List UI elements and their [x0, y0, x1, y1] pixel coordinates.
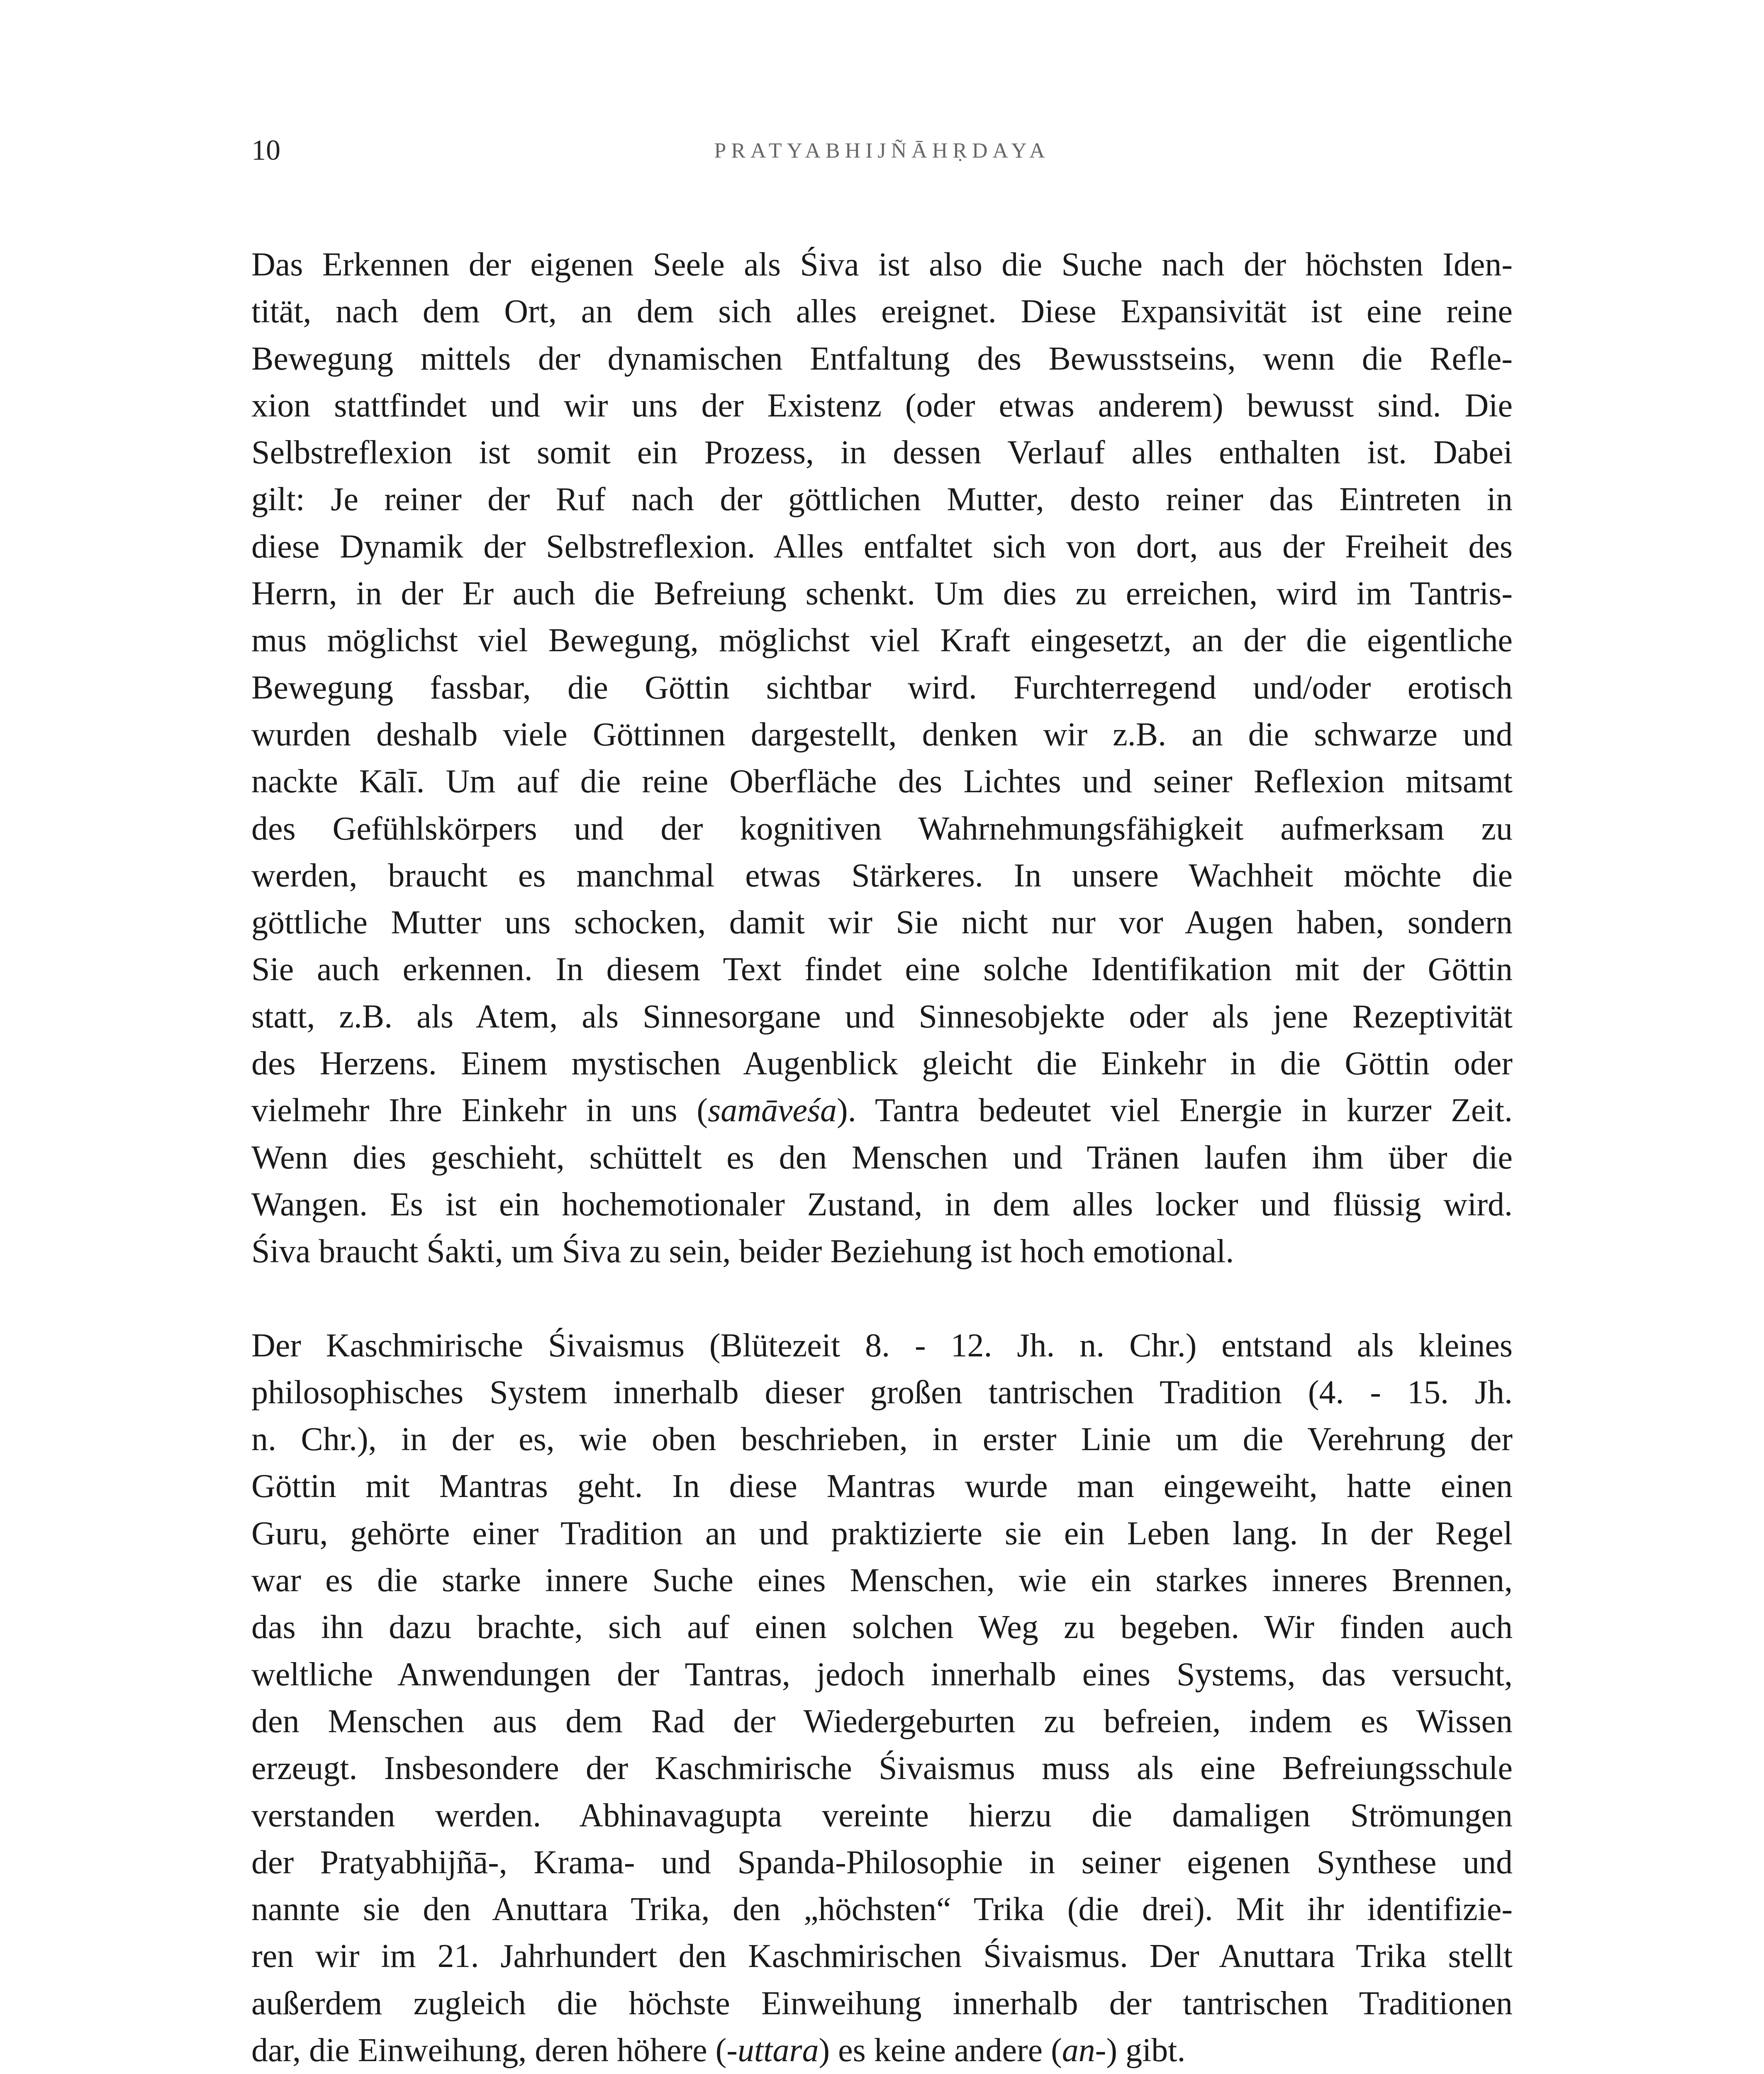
text-line: Bewegung fassbar, die Göttin sichtbar wird. Furchterregend und/oder erotisch [251, 669, 1513, 706]
italic-term: an [1062, 2032, 1095, 2069]
body-text [251, 241, 1513, 2074]
paragraph [251, 241, 1513, 1276]
text-line: gilt: Je reiner der Ruf nach der göttlichen Mutter, desto reiner das Eintreten in [251, 481, 1513, 518]
text-line: tität, nach dem Ort, an dem sich alles ereignet. Diese Expansivität ist eine reine [251, 293, 1513, 330]
text-line [251, 2027, 1513, 2074]
text-line: Sie auch erkennen. In diesem Text findet eine solche Identifikation mit der Göttin [251, 951, 1513, 988]
text-run: ) es keine andere ( [819, 2032, 1062, 2069]
text-line: den Menschen aus dem Rad der Wiedergeburten zu befreien, indem es Wissen [251, 1703, 1513, 1740]
text-line: göttliche Mutter uns schocken, damit wir Sie nicht nur vor Augen haben, sondern [251, 904, 1513, 941]
text-line: Śiva braucht Śakti, um Śiva zu sein, beider Beziehung ist hoch emotional. [251, 1233, 1234, 1270]
text-line: xion stattfindet und wir uns der Existenz (oder etwas anderem) bewusst sind. Die [251, 387, 1513, 424]
text-line: weltliche Anwendungen der Tantras, jedoch innerhalb eines Systems, das versucht, [251, 1656, 1513, 1693]
text-run: ). Tantra bedeutet viel Energie in kurzer Zeit. [837, 1092, 1513, 1129]
text-line: des Herzens. Einem mystischen Augenblick gleicht die Einkehr in die Göttin oder [251, 1045, 1513, 1082]
text-line: wurden deshalb viele Göttinnen dargestellt, denken wir z.B. an die schwarze und [251, 716, 1513, 753]
text-line: Bewegung mittels der dynamischen Entfaltung des Bewusstseins, wenn die Refle- [251, 340, 1513, 377]
text-line: Wangen. Es ist ein hochemotionaler Zustand, in dem alles locker und flüssig wird. [251, 1186, 1513, 1223]
text-line: mus möglichst viel Bewegung, möglichst viel Kraft eingesetzt, an der die eigentliche [251, 622, 1513, 659]
text-line: statt, z.B. als Atem, als Sinnesorgane und Sinnesobjekte oder als jene Rezeptivität [251, 998, 1513, 1035]
italic-term: samāveśa [707, 1092, 837, 1129]
text-line: Wenn dies geschieht, schüttelt es den Menschen und Tränen laufen ihm über die [251, 1139, 1513, 1176]
text-line: philosophisches System innerhalb dieser großen tantrischen Tradition (4. - 15. Jh. [251, 1374, 1513, 1411]
text-run: dar, die Einweihung, deren höhere (- [251, 2032, 738, 2069]
text-line: Göttin mit Mantras geht. In diese Mantras wurde man eingeweiht, hatte einen [251, 1468, 1513, 1505]
text-line: der Pratyabhijñā-, Krama- und Spanda-Philosophie in seiner eigenen Synthese und [251, 1844, 1513, 1881]
text-line: Das Erkennen der eigenen Seele als Śiva ist also die Suche nach der höchsten Iden- [251, 246, 1513, 283]
text-line: diese Dynamik der Selbstreflexion. Alles entfaltet sich von dort, aus der Freiheit des [251, 528, 1513, 565]
text-line: des Gefühlskörpers und der kognitiven Wahrnehmungsfähigkeit aufmerksam zu [251, 810, 1513, 847]
page-number: 10 [251, 134, 280, 166]
text-run: -) gibt. [1095, 2032, 1186, 2069]
text-line [251, 1087, 1513, 1134]
text-line: nannte sie den Anuttara Trika, den „höchsten“ Trika (die drei). Mit ihr identifizie- [251, 1891, 1513, 1928]
text-line: Der Kaschmirische Śivaismus (Blütezeit 8. - 12. Jh. n. Chr.) entstand als kleines [251, 1327, 1513, 1364]
text-line: außerdem zugleich die höchste Einweihung innerhalb der tantrischen Traditionen [251, 1985, 1513, 2022]
running-title: PRATYABHIJÑĀHṚDAYA [714, 139, 1050, 163]
text-line: verstanden werden. Abhinavagupta vereinte hierzu die damaligen Strömungen [251, 1797, 1513, 1834]
text-line: nackte Kālī. Um auf die reine Oberfläche des Lichtes und seiner Reflexion mitsamt [251, 763, 1513, 800]
paragraph [251, 1322, 1513, 2074]
text-line: Herrn, in der Er auch die Befreiung schenkt. Um dies zu erreichen, wird im Tantris- [251, 575, 1513, 612]
text-line: Guru, gehörte einer Tradition an und praktizierte sie ein Leben lang. In der Regel [251, 1515, 1513, 1552]
text-line: das ihn dazu brachte, sich auf einen solchen Weg zu begeben. Wir finden auch [251, 1609, 1513, 1646]
text-line: n. Chr.), in der es, wie oben beschrieben, in erster Linie um die Verehrung der [251, 1421, 1513, 1458]
text-line: erzeugt. Insbesondere der Kaschmirische Śivaismus muss als eine Befreiungsschule [251, 1750, 1513, 1787]
italic-term: uttara [737, 2032, 819, 2069]
text-line: ren wir im 21. Jahrhundert den Kaschmirischen Śivaismus. Der Anuttara Trika stellt [251, 1938, 1513, 1975]
text-line: werden, braucht es manchmal etwas Stärkeres. In unsere Wachheit möchte die [251, 857, 1513, 894]
text-run: vielmehr Ihre Einkehr in uns ( [251, 1092, 708, 1129]
text-line: war es die starke innere Suche eines Menschen, wie ein starkes inneres Brennen, [251, 1562, 1513, 1599]
text-line: Selbstreflexion ist somit ein Prozess, in dessen Verlauf alles enthalten ist. Dabei [251, 434, 1513, 471]
